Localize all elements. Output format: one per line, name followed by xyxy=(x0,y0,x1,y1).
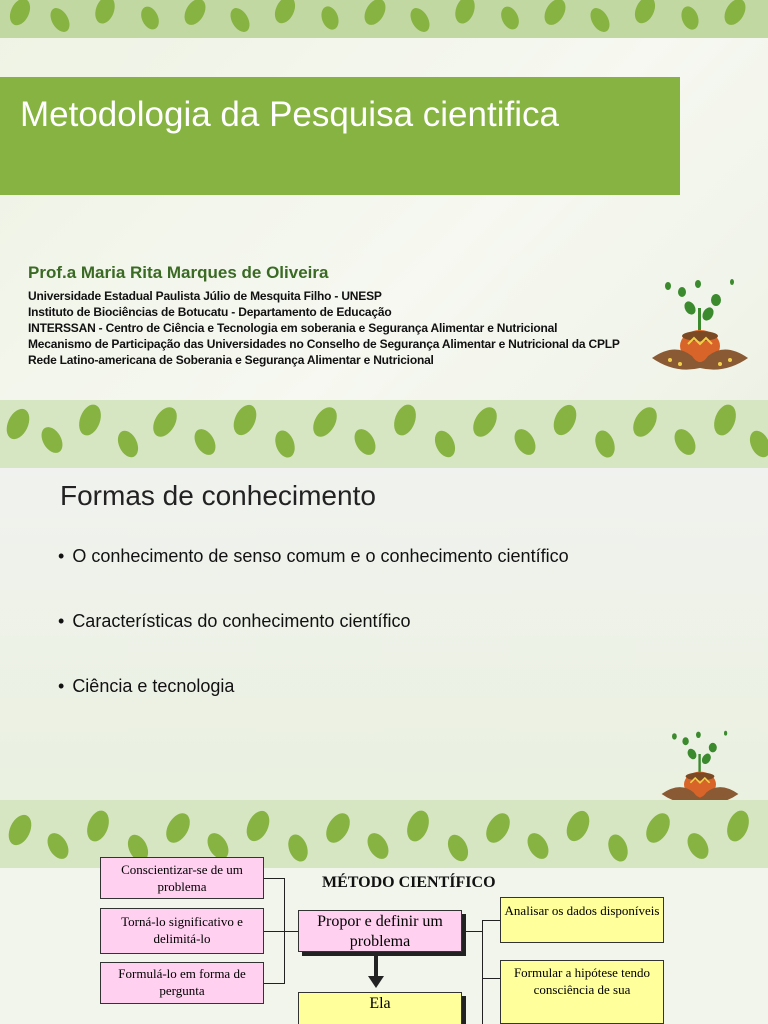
bullet-icon: • xyxy=(58,546,65,566)
slide-heading: Formas de conhecimento xyxy=(60,480,376,511)
bullet-text: Ciência e tecnologia xyxy=(72,676,235,696)
leaf-border xyxy=(0,0,768,38)
affiliation-line: Mecanismo de Participação das Universidades no Conselho de Segurança Alimentar e Nutricional da CPLP xyxy=(28,337,620,351)
flow-box-main: Propor e definir um problema xyxy=(298,910,462,952)
flow-box: Formulá-lo em forma de pergunta xyxy=(100,962,264,1004)
affiliation-line: INTERSSAN - Centro de Ciência e Tecnologia em soberania e Segurança Alimentar e Nutricional xyxy=(28,321,558,335)
slide-title-text: Metodologia da Pesquisa cientifica xyxy=(20,95,559,134)
leaf-pattern-icon xyxy=(0,0,768,38)
connector-line xyxy=(482,920,483,1024)
bullet-icon: • xyxy=(58,611,65,631)
connector-line xyxy=(374,956,378,978)
bullet-text: O conhecimento de senso comum e o conhecimento científico xyxy=(72,546,569,566)
bullet-text: Características do conhecimento científico xyxy=(72,611,411,631)
slide-formas-conhecimento xyxy=(0,400,768,800)
flow-box: Analisar os dados disponíveis xyxy=(500,897,664,943)
affiliation-line: Instituto de Biociências de Botucatu - Departamento de Educação xyxy=(28,305,392,319)
connector-line xyxy=(264,878,284,879)
connector-line xyxy=(264,983,284,984)
connector-line xyxy=(482,978,500,979)
leaf-border xyxy=(0,400,768,468)
affiliation-line: Rede Latino-americana de Soberania e Segurança Alimentar e Nutricional xyxy=(28,353,434,367)
flow-box: Ela xyxy=(298,992,462,1024)
connector-line xyxy=(482,920,500,921)
affiliations-list xyxy=(28,288,668,368)
plant-pot-hands-icon xyxy=(650,278,750,378)
flow-box: Formular a hipótese tendo consciência de sua xyxy=(500,960,664,1024)
list-item xyxy=(58,676,569,741)
list-item xyxy=(58,611,569,676)
connector-line xyxy=(284,878,285,984)
slide-metodo-cientifico xyxy=(0,800,768,1024)
flowchart-title: MÉTODO CIENTÍFICO xyxy=(322,874,496,891)
flow-box: Torná-lo significativo e delimitá-lo xyxy=(100,908,264,954)
slide-title xyxy=(0,0,768,400)
connector-line xyxy=(462,931,482,932)
arrow-down-icon xyxy=(368,976,384,988)
flow-box: Conscientizar-se de um problema xyxy=(100,857,264,899)
bullet-icon: • xyxy=(58,676,65,696)
plant-pot-hands-icon xyxy=(660,730,740,800)
connector-line xyxy=(264,931,298,932)
leaf-pattern-icon xyxy=(0,400,768,468)
author-name: Prof.a Maria Rita Marques de Oliveira xyxy=(28,263,329,282)
bullet-list xyxy=(58,546,569,741)
list-item xyxy=(58,546,569,611)
affiliation-line: Universidade Estadual Paulista Júlio de Mesquita Filho - UNESP xyxy=(28,289,382,303)
